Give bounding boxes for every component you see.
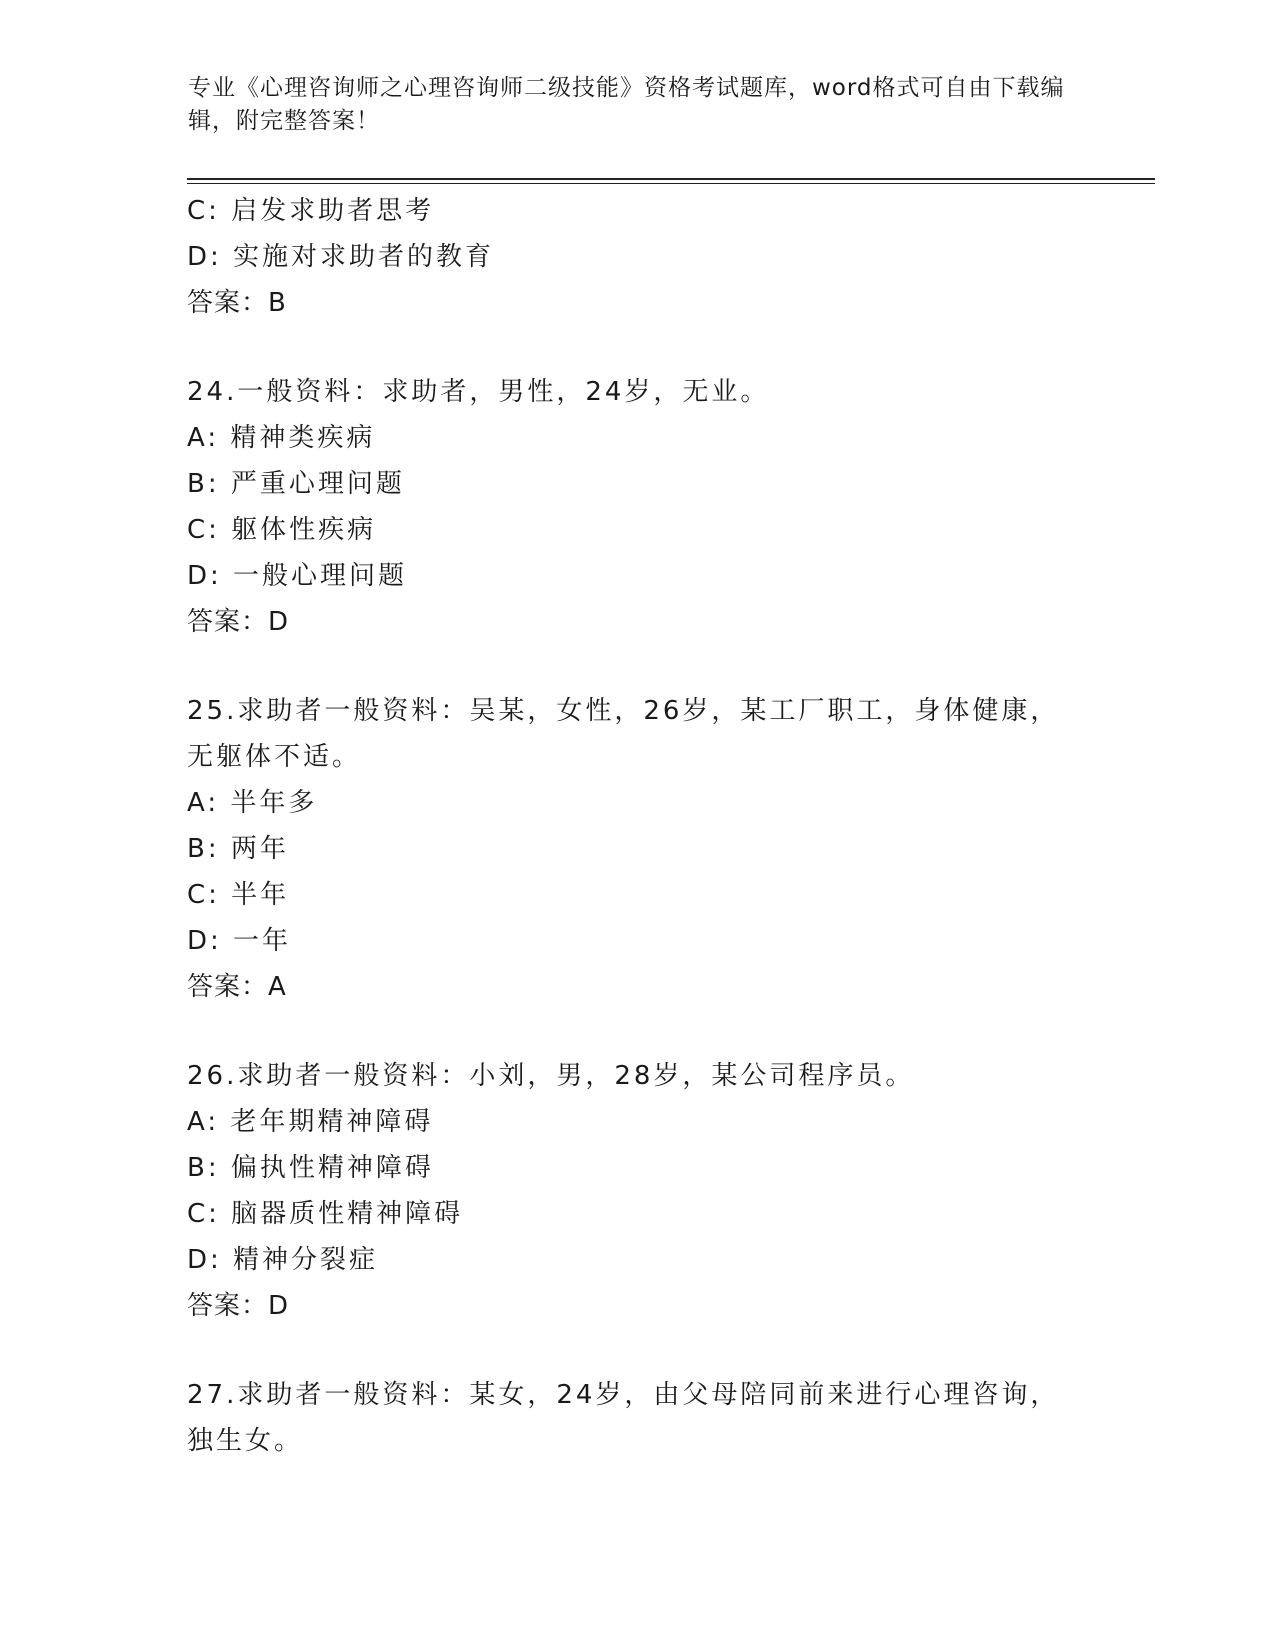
header-divider-thick xyxy=(187,178,1155,180)
header-divider-thin xyxy=(187,183,1155,184)
option-a: A: 精神类疾病 xyxy=(187,423,376,453)
option-b: B: 偏执性精神障碍 xyxy=(187,1153,434,1183)
option-a: A: 老年期精神障碍 xyxy=(187,1107,434,1137)
option-b: B: 两年 xyxy=(187,834,289,864)
question-24 xyxy=(187,369,1087,645)
question-text: 25.求助者一般资料：吴某，女性，26岁，某工厂职工，身体健康，无躯体不适。 xyxy=(187,696,1060,772)
continued-question xyxy=(187,188,1087,326)
answer-line: 答案：D xyxy=(187,1291,290,1321)
question-26 xyxy=(187,1053,1087,1329)
option-d: D: 实施对求助者的教育 xyxy=(187,242,495,272)
option-c: C: 躯体性疾病 xyxy=(187,515,377,545)
question-text: 26.求助者一般资料：小刘，男，28岁，某公司程序员。 xyxy=(187,1061,915,1091)
answer-line: 答案：B xyxy=(187,288,287,318)
answer-line: 答案：A xyxy=(187,972,287,1002)
option-d: D: 精神分裂症 xyxy=(187,1245,379,1275)
answer-line: 答案：D xyxy=(187,607,290,637)
option-d: D: 一般心理问题 xyxy=(187,561,408,591)
option-c: C: 脑器质性精神障碍 xyxy=(187,1199,464,1229)
question-25 xyxy=(187,688,1087,1010)
question-list xyxy=(187,188,1087,1464)
question-text: 27.求助者一般资料：某女，24岁，由父母陪同前来进行心理咨询，独生女。 xyxy=(187,1380,1060,1456)
option-a: A: 半年多 xyxy=(187,788,318,818)
question-text: 24.一般资料：求助者，男性，24岁，无业。 xyxy=(187,377,770,407)
option-c: C: 启发求助者思考 xyxy=(187,196,435,226)
option-d: D: 一年 xyxy=(187,926,292,956)
option-c: C: 半年 xyxy=(187,880,290,910)
question-27 xyxy=(187,1372,1087,1464)
option-b: B: 严重心理问题 xyxy=(187,469,405,499)
document-header: 专业《心理咨询师之心理咨询师二级技能》资格考试题库，word格式可自由下载编辑，附完整答案！ xyxy=(188,75,1065,134)
